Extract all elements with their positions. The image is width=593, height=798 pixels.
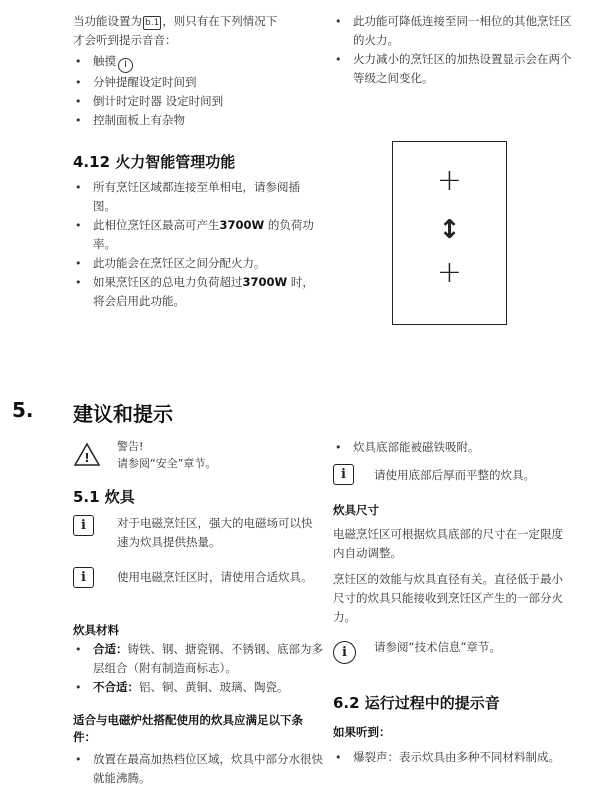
power-management-list (73, 178, 320, 311)
list-item: • 爆裂声：表示炊具由多种不同材料制成。 (333, 748, 588, 767)
list-item: • 不合适：铝、铜、黄铜、玻璃、陶瓷。 (73, 678, 323, 697)
phase-illustration (392, 141, 507, 325)
info-text: 请使用底部后厚而平整的炊具。 (374, 468, 535, 482)
conditions-list (73, 750, 323, 788)
materials-list (73, 640, 323, 697)
list-item: • 倒计时定时器 设定时间到 (73, 92, 323, 111)
conditions-heading: 适合与电磁炉灶搭配使用的炊具应满足以下条件： (73, 713, 303, 744)
chapter-number: 5. (12, 398, 34, 422)
list-item: • 放置在最高加热档位区域，炊具中部分水很快就能沸腾。 (73, 750, 323, 788)
list-item: • 炊具底部能被磁铁吸附。 (333, 438, 573, 457)
info-text: 使用电磁烹饪区时，请使用合适炊具。 (117, 570, 313, 584)
info-icon: i (333, 464, 354, 485)
intro-text: 当功能设置为 b.1 ，则只有在下列情况下 才会听到提示音音： (73, 14, 278, 47)
info-icon: i (73, 567, 94, 588)
section-title: 5.1 炊具 (73, 488, 135, 506)
materials-heading: 炊具材料 (73, 623, 119, 637)
info-text: 请参阅“技术信息”章节。 (374, 640, 501, 654)
chapter-title: 建议和提示 (73, 402, 173, 426)
svg-text:!: ! (84, 451, 90, 465)
info-icon: i (73, 515, 94, 536)
power-touch-icon: I (118, 58, 133, 73)
magnet-list (333, 438, 573, 457)
plus-icon: + (436, 163, 463, 198)
list-item: • 此功能可降低连接至同一相位的其他烹饪区的火力。 (333, 12, 573, 50)
size-paragraph: 烹饪区的效能与炊具直径有关。直径低于最小尺寸的炊具只能接收到烹饪区产生的一部分火力。 (333, 572, 563, 624)
warning-text: 警告! 请参阅“安全”章节。 (117, 440, 217, 470)
info-icon: i (333, 641, 356, 664)
list-item: • 火力减小的烹饪区的加热设置显示会在两个等级之间变化。 (333, 50, 573, 88)
list-item: • 分钟提醒设定时间到 (73, 73, 323, 92)
sound-conditions-list (73, 52, 323, 130)
list-item: • 所有烹饪区域都连接至单相电，请参阅插图。 (73, 178, 320, 216)
plus-icon: + (436, 255, 463, 290)
list-item: • 控制面板上有杂物 (73, 111, 323, 130)
size-heading: 炊具尺寸 (333, 503, 379, 517)
list-item: • 合适：铸铁、钢、搪瓷钢、不锈钢、底部为多层组合（附有制造商标志）。 (73, 640, 323, 678)
warning-icon (73, 442, 101, 467)
size-paragraph: 电磁烹饪区可根据炊具底部的尺寸在一定限度内自动调整。 (333, 527, 563, 560)
list-item: • 如果烹饪区的总电力负荷超过3700W 时，将会启用此功能。 (73, 273, 320, 311)
sounds-list (333, 748, 588, 767)
section-title: 4.12 火力智能管理功能 (73, 153, 236, 171)
section-title: 6.2 运行过程中的提示音 (333, 694, 500, 712)
info-text: 对于电磁烹饪区，强大的电磁场可以快速为炊具提供热量。 (117, 516, 313, 549)
power-limit-symbol: b.1 (145, 18, 160, 28)
double-arrow-icon: ↕ (438, 215, 461, 245)
list-item: • 此相位烹饪区最高可产生3700W 的负荷功率。 (73, 216, 320, 254)
power-reduce-list (333, 12, 573, 88)
list-item: • 触摸 I (73, 52, 323, 73)
list-item: • 此功能会在烹饪区之间分配火力。 (73, 254, 320, 273)
sound-subheading: 如果听到： (333, 725, 391, 739)
